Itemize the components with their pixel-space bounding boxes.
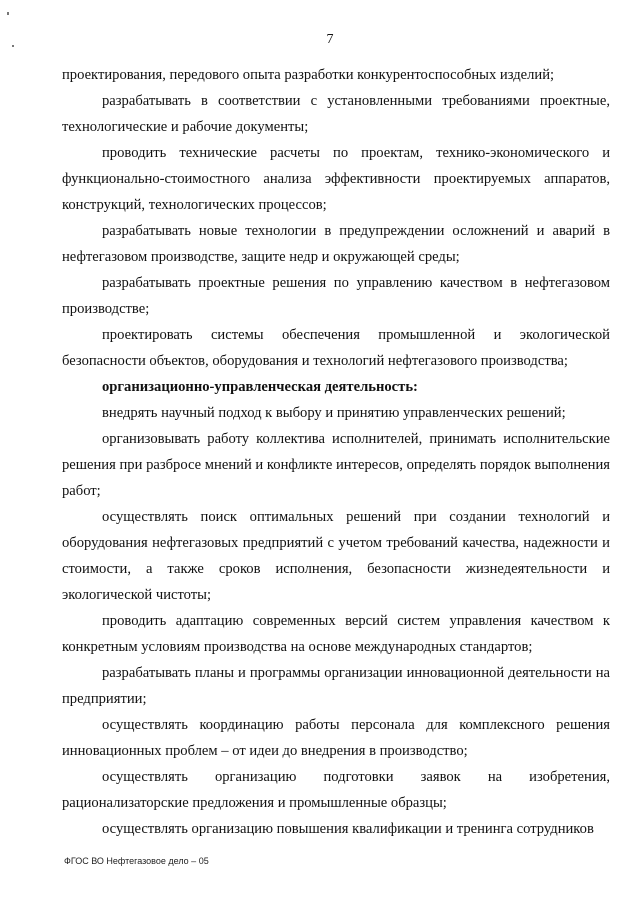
- paragraph: осуществлять координацию работы персонала для комплексного решения инновационных проблем – от идеи до внедрения в производство;: [62, 717, 610, 759]
- paragraph: проектировать системы обеспечения промышленной и экологической безопасности объектов, оборудования и технологий нефтегазового производства;: [62, 327, 610, 369]
- paragraph: осуществлять поиск оптимальных решений при создании технологий и оборудования нефтегазовых предприятий с учетом требований качества, надежности и стоимости, а также сроков исполнения, безопасности жизнедеятельности и экологической чистоты;: [62, 509, 610, 603]
- document-body: [62, 62, 610, 842]
- document-footer: ФГОС ВО Нефтегазовое дело – 05: [64, 856, 209, 866]
- paragraph: проектирования, передового опыта разработки конкурентоспособных изделий;: [62, 67, 555, 83]
- paragraph: проводить технические расчеты по проектам, технико-экономического и функционально-стоимостного анализа эффективности проектируемых аппаратов, конструкций, технологических процессов;: [62, 145, 610, 213]
- paragraph: осуществлять организацию подготовки заявок на изобретения, рационализаторские предложения и промышленные образцы;: [62, 769, 610, 811]
- paragraph: разрабатывать в соответствии с установленными требованиями проектные, технологические и рабочие документы;: [62, 93, 610, 135]
- paragraph: разрабатывать планы и программы организации инновационной деятельности на предприятии;: [62, 665, 610, 707]
- page-number: 7: [326, 32, 334, 47]
- scan-artifact: [7, 12, 9, 15]
- paragraph: разрабатывать новые технологии в предупреждении осложнений и аварий в нефтегазовом производстве, защите недр и окружающей среды;: [62, 223, 610, 265]
- paragraph: проводить адаптацию современных версий систем управления качеством к конкретным условиям производства на основе международных стандартов;: [62, 613, 610, 655]
- paragraph: внедрять научный подход к выбору и принятию управленческих решений;: [102, 405, 566, 421]
- paragraph: организовывать работу коллектива исполнителей, принимать исполнительские решения при разбросе мнений и конфликте интересов, определять порядок выполнения работ;: [62, 431, 610, 499]
- section-heading: организационно-управленческая деятельность:: [102, 379, 418, 395]
- paragraph: осуществлять организацию повышения квалификации и тренинга сотрудников: [102, 821, 594, 837]
- paragraph: разрабатывать проектные решения по управлению качеством в нефтегазовом производстве;: [62, 275, 610, 317]
